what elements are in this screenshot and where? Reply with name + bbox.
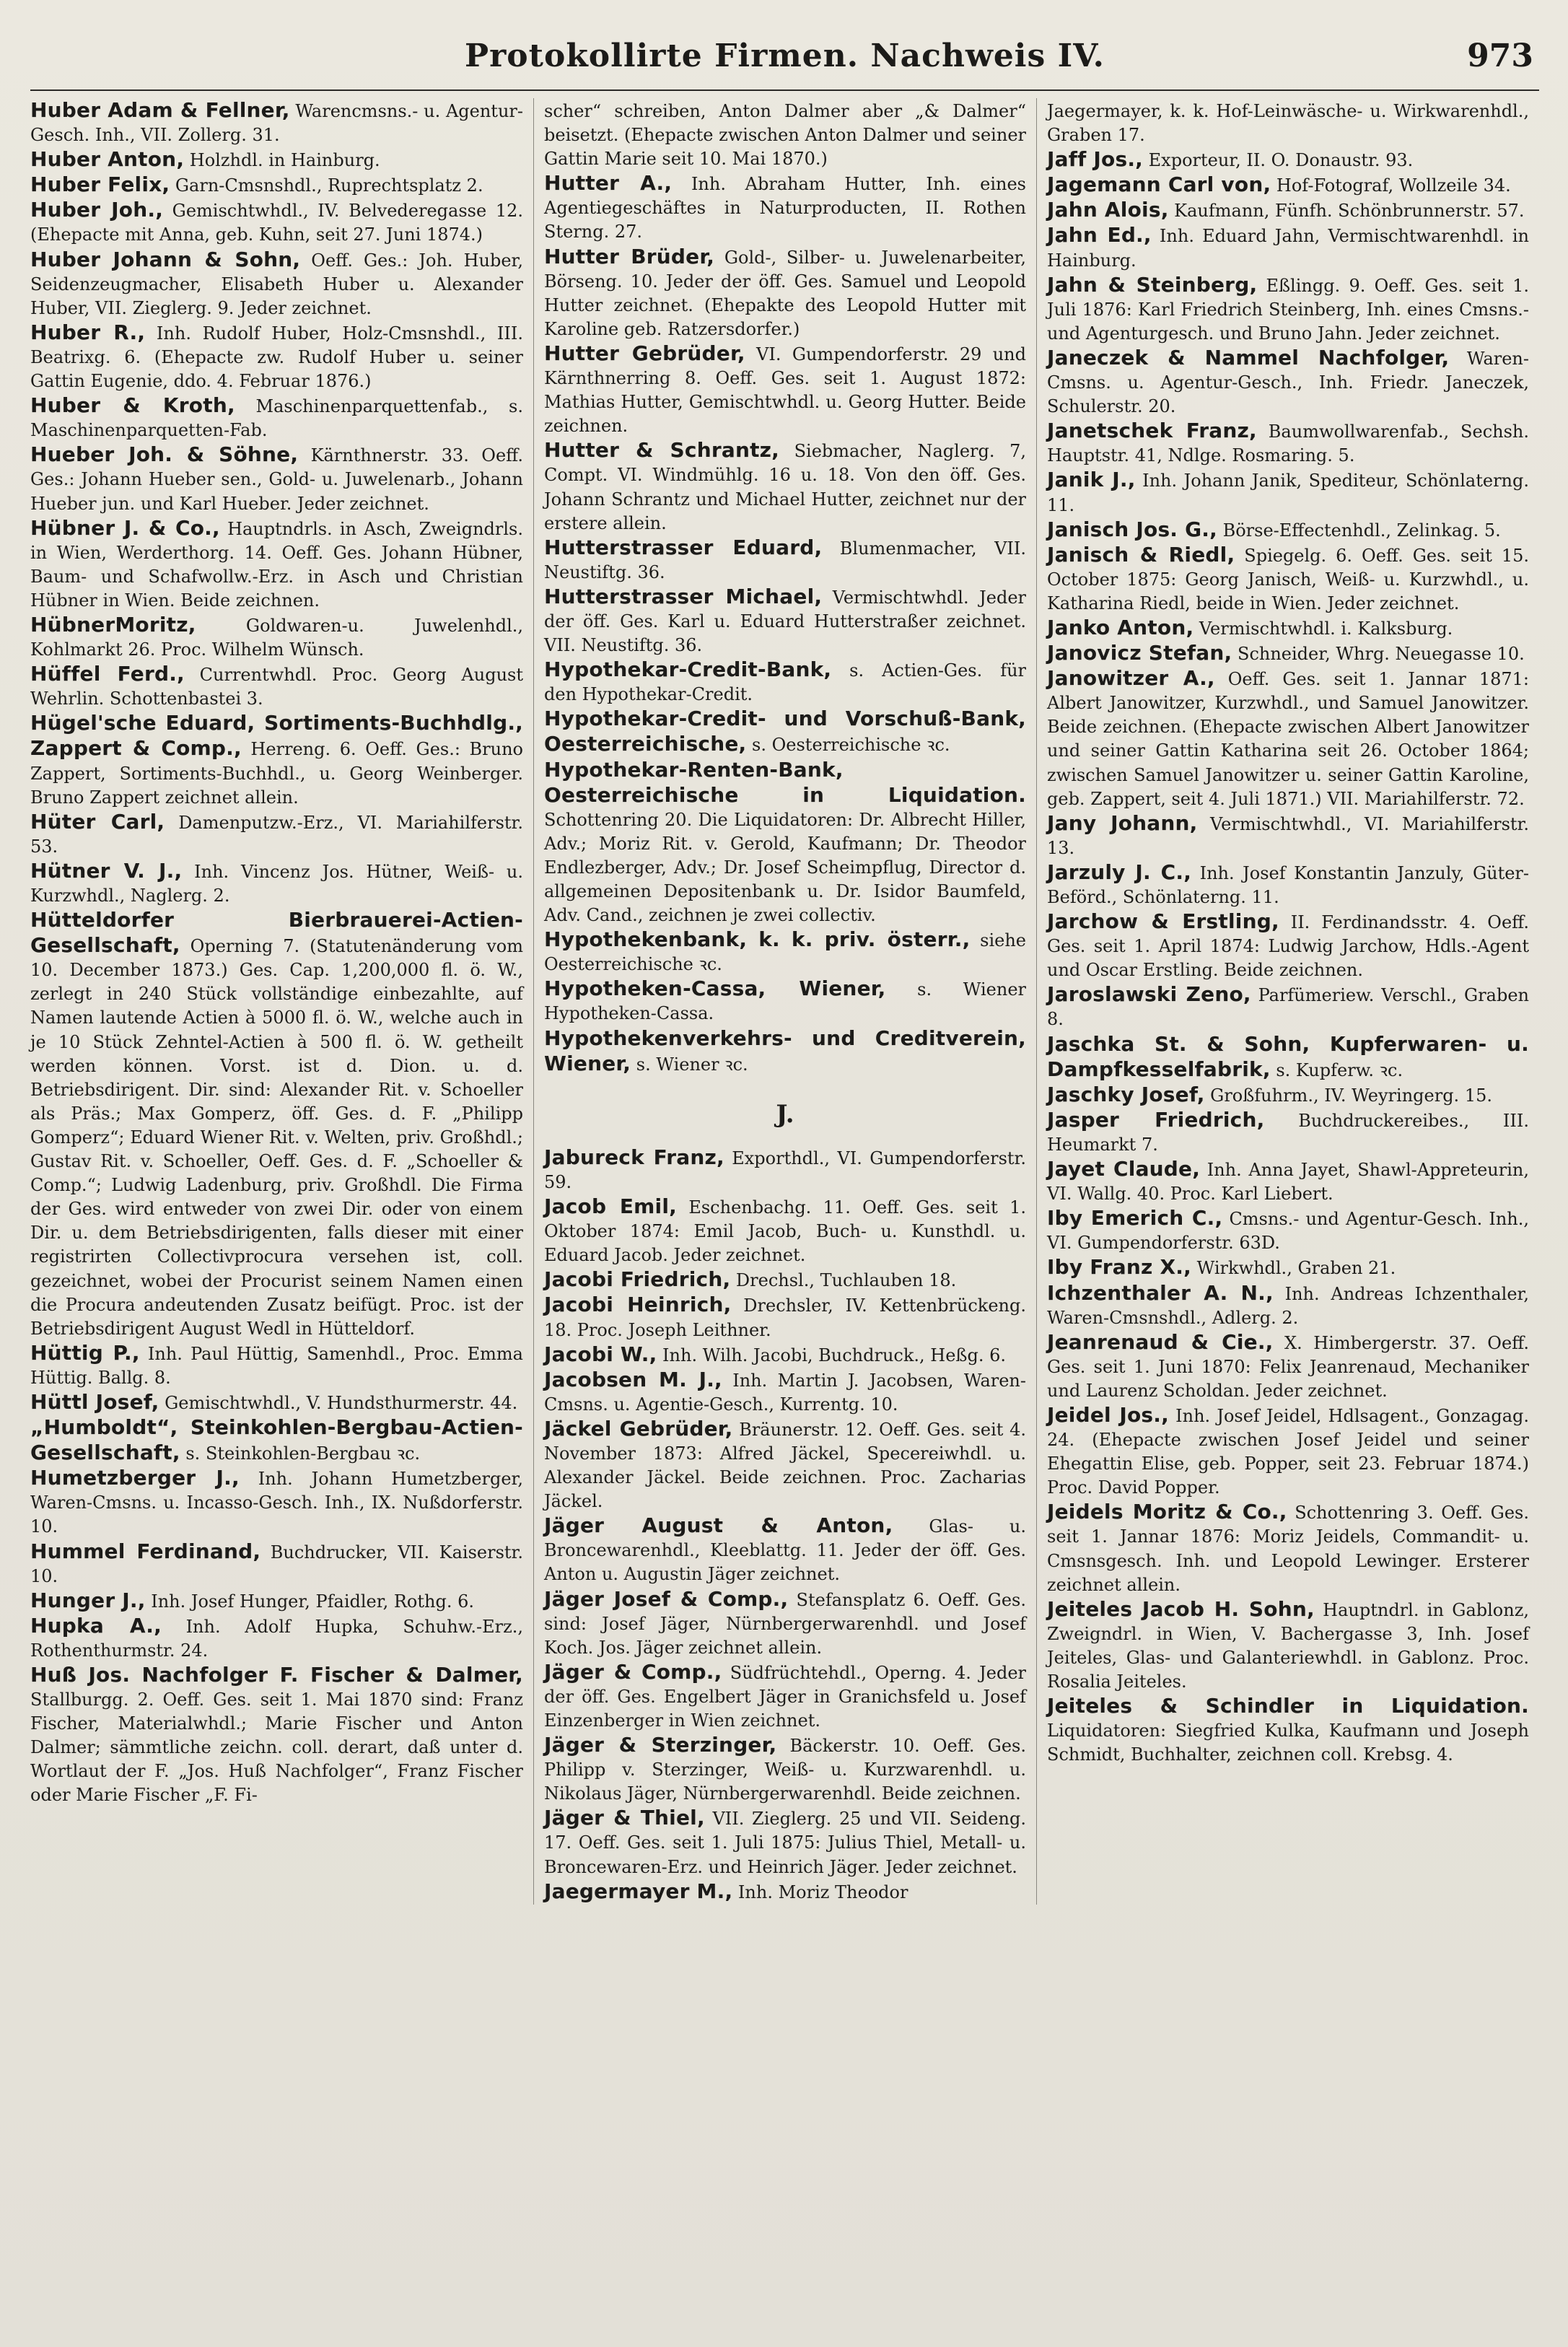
firm-entry [544, 1806, 1026, 1879]
firm-name: Hunger J., [30, 1588, 146, 1612]
firm-details: Inh. Josef Hunger, Pfaidler, Rothg. 6. [145, 1591, 474, 1612]
firm-entry [544, 1879, 1026, 1905]
firm-name: Janovicz Stefan, [1047, 641, 1232, 665]
firm-name: Iby Franz X., [1047, 1255, 1191, 1280]
firm-name: Huber Joh., [30, 198, 164, 222]
firm-name: Janko Anton, [1047, 615, 1194, 639]
firm-entry [1047, 1255, 1529, 1280]
firm-name: Jeanrenaud & Cie., [1047, 1329, 1274, 1354]
firm-entry [1047, 198, 1529, 223]
firm-name: Ichzenthaler A. N., [1047, 1280, 1274, 1305]
firm-details: Gemischtwhdl., V. Hundsthurmerstr. 44. [159, 1392, 518, 1413]
firm-details: siehe Oesterreichische ꝛc. [544, 930, 1026, 975]
firm-name: Jacobi Friedrich, [544, 1267, 731, 1292]
firm-name: „Humboldt“, Steinkohlen-Bergbau-Actien-Gesellschaft, [30, 1415, 523, 1465]
firm-details: Vermischtwhdl., VI. Mariahilferstr. 13. [1047, 813, 1529, 858]
firm-name: Jagemann Carl von, [1047, 172, 1271, 197]
firm-details: Cmsns.- und Agentur-Gesch. Inh., VI. Gumpendorferstr. 63D. [1047, 1209, 1530, 1254]
firm-name: Iby Emerich C., [1047, 1206, 1223, 1231]
firm-name: Jeiteles Jacob H. Sohn, [1047, 1596, 1315, 1621]
firm-entry [30, 1588, 523, 1614]
firm-details: Inh. Josef Jeidel, Hdlsagent., Gonzagag. 24. (Ehepacte zwischen Josef Jeidel und seiner Ehegattin Elise, geb. Popper, seit 23. Februar 1874.) Proc. David Popper. [1047, 1405, 1529, 1498]
firm-details: Inh. Andreas Ichzenthaler, Waren-Cmsnshdl., Adlerg. 2. [1047, 1283, 1529, 1328]
firm-details: Currentwhdl. Proc. Georg August Wehrlin. Schottenbastei 3. [30, 665, 524, 709]
firm-details: Hauptndrls. in Asch, Zweigndrls. in Wien, Werderthorg. 14. Oeff. Ges. Johann Hübner, Baum- und Schafwollw.-Erz. in Asch und Christian Hübner in Wien. Beide zeichnen. [30, 518, 523, 611]
firm-entry [544, 758, 1026, 928]
firm-name: Jeiteles & Schindler in Liquidation. [1047, 1694, 1529, 1718]
firm-entry [30, 1341, 523, 1390]
firm-entry [544, 98, 1026, 171]
firm-entry [30, 248, 523, 320]
firm-details: Buchdruckereibes., III. Heumarkt 7. [1047, 1110, 1529, 1155]
firm-name: Jäger & Comp., [544, 1659, 722, 1684]
firm-entry [544, 927, 1026, 976]
firm-details: Inh. Wilh. Jacobi, Buchdruck., Heßg. 6. [657, 1345, 1006, 1365]
firm-name: Hupka A., [30, 1613, 162, 1638]
firm-name: Hübner J. & Co., [30, 515, 220, 540]
firm-name: Janetschek Franz, [1047, 419, 1257, 443]
firm-name: Hypothekar-Renten-Bank, Oesterreichische in Liquidation. [544, 757, 1026, 807]
firm-name: Hüffel Ferd., [30, 662, 185, 686]
firm-name: Jäger & Sterzinger, [544, 1733, 777, 1757]
firm-name: Hummel Ferdinand, [30, 1539, 261, 1563]
firm-details: Schottenring 3. Oeff. Ges. seit 1. Jannar 1876: Moriz Jeidels, Commandit- u. Cmsnsgesch. Inh. und Leopold Lewinger. Ersterer zeichnet allein. [1047, 1503, 1529, 1595]
firm-entry [30, 1415, 523, 1466]
firm-details: Blumenmacher, VII. Neustiftg. 36. [544, 538, 1026, 582]
firm-name: Hutter Gebrüder, [544, 341, 745, 365]
firm-name: Hütner V. J., [30, 858, 183, 883]
firm-entry [544, 438, 1026, 535]
firm-details: s. Actien-Ges. für den Hypothekar-Credit. [544, 660, 1026, 705]
firm-entry [1047, 811, 1529, 860]
firm-entry [30, 442, 523, 515]
firm-details: Maschinenparquettenfab., s. Maschinenparquetten-Fab. [30, 396, 523, 441]
firm-entry [30, 613, 523, 662]
firm-details: Stefansplatz 6. Oeff. Ges. sind: Josef Jäger, Nürnbergerwarenhdl. und Josef Koch. Jos. Jäger zeichnet allein. [544, 1589, 1027, 1658]
firm-details: Gemischtwhdl., IV. Belvederegasse 12. (Ehepacte mit Anna, geb. Kuhn, seit 27. Juni 1874.) [30, 201, 523, 245]
firm-entry [1047, 543, 1529, 616]
firm-entry [30, 662, 523, 711]
firm-name: Hutterstrasser Michael, [544, 584, 823, 608]
firm-name: Jarzuly J. C., [1047, 860, 1192, 884]
firm-details: Goldwaren-u. Juwelenhdl., Kohlmarkt 26. Proc. Wilhelm Wünsch. [30, 615, 523, 660]
firm-details: Glas- u. Broncewarenhdl., Kleeblattg. 11. Jeder der öff. Ges. Anton u. Augustin Jäger zeichnet. [544, 1516, 1026, 1585]
firm-name: Jaschky Josef, [1047, 1082, 1205, 1106]
firm-name: Huber & Kroth, [30, 393, 235, 418]
firm-name: Hügel'sche Eduard, Sortiments-Buchhdlg., Zappert & Comp., [30, 711, 523, 761]
firm-entry [544, 1267, 1026, 1293]
firm-entry [30, 172, 523, 198]
firm-name: Jaff Jos., [1047, 147, 1144, 172]
firm-entry [544, 341, 1026, 438]
firm-details: s. Wiener Hypotheken-Cassa. [544, 979, 1027, 1024]
firm-entry [1047, 273, 1529, 346]
firm-details: VII. Zieglerg. 25 und VII. Seideng. 17. Oeff. Ges. seit 1. Juli 1875: Julius Thiel, Metall- u. Broncewaren-Erz. und Heinrich Jäger. Jeder zeichnet. [544, 1809, 1027, 1877]
firm-entry [1047, 982, 1529, 1031]
firm-name: Hypothekar-Credit- und Vorschuß-Bank, Oesterreichische, [544, 707, 1026, 756]
firm-name: Jaroslawski Zeno, [1047, 982, 1251, 1007]
firm-entry [544, 1194, 1026, 1267]
firm-entry [544, 1587, 1026, 1660]
firm-name: Jeidels Moritz & Co., [1047, 1500, 1287, 1524]
firm-name: Jahn Alois, [1047, 198, 1169, 222]
firm-details: Oeff. Ges.: Joh. Huber, Seidenzeugmacher, Elisabeth Huber u. Alexander Huber, VII. Zieglerg. 9. Jeder zeichnet. [30, 250, 523, 318]
firm-details: Inh. Josef Konstantin Janzuly, Güter-Beförd., Schönlaterng. 11. [1047, 862, 1529, 907]
firm-entry [30, 1539, 523, 1588]
firm-name: Janisch Jos. G., [1047, 517, 1217, 541]
firm-entry [1047, 860, 1529, 909]
firm-details: Bäckerstr. 10. Oeff. Ges. Philipp v. Sterzinger, Weiß- u. Kurzwarenhdl. u. Nikolaus Jäger, Nürnbergerwarenhdl. Beide zeichnen. [544, 1736, 1026, 1804]
firm-entry [1047, 517, 1529, 543]
firm-details: s. Oesterreichische ꝛc. [746, 735, 950, 756]
firm-entry [544, 1293, 1026, 1342]
firm-name: Humetzberger J., [30, 1466, 240, 1490]
firm-entry [30, 810, 523, 859]
firm-details: Operning 7. (Statutenänderung vom 10. December 1873.) Ges. Cap. 1,200,000 fl. ö. W., zerlegt in 240 Stück vollständige einbezahlte, auf Namen lautende Actien à 5000 fl. ö. W., welche auch in je 10 Stück Zehntel-Actien à 500 fl. ö. W. getheilt werden können. Vorst. ist d. Dion. u. d. Betriebsdirigent. Dir. sind: Alexander Rit. v. Schoeller als Präs.; Max Gomperz, öff. Ges. d. F. „Philipp Gomperz“; Eduard Wiener Rit. v. Welten, priv. Großhdl.; Gustav Rit. v. Schoeller, Oeff. Ges. d. F. „Schoeller & Comp.“; Ludwig Ladenburg, priv. Großhdl. Die Firma der Ges. wird entweder von zwei Dir. oder von einem Dir. u. dem Betriebsdirigenten, falls dieser mit einer registrirten Collectivprocura versehen ist, coll. gezeichnet, wobei der Procurist seinem Namen einen die Procura andeutenden Zusatz beifügt. Proc. ist der Betriebsdirigent August Wedl in Hütteldorf. [30, 936, 523, 1339]
firm-name: Jaegermayer M., [544, 1879, 733, 1903]
firm-name: Jasper Friedrich, [1047, 1107, 1265, 1132]
firm-entry [544, 585, 1026, 657]
firm-name: Jabureck Franz, [544, 1145, 724, 1169]
firm-entry [30, 516, 523, 613]
firm-entry [1047, 1206, 1529, 1255]
firm-entry [1047, 616, 1529, 641]
firm-details: Hauptndrl. in Gablonz, Zweigndrl. in Wien, V. Bachergasse 3, Inh. Josef Jeiteles, Glas- und Galanteriewhdl. in Gablonz. Proc. Rosalia Jeiteles. [1047, 1599, 1529, 1692]
firm-details: II. Ferdinandsstr. 4. Oeff. Ges. seit 1. April 1874: Ludwig Jarchow, Hdls.-Agent und Oscar Erstling. Beide zeichnen. [1047, 912, 1529, 981]
firm-name: Jahn Ed., [1047, 223, 1152, 248]
firm-name: Hutterstrasser Eduard, [544, 535, 823, 559]
firm-entry [1047, 223, 1529, 272]
firm-details: Schottenring 20. Die Liquidatoren: Dr. Albrecht Hiller, Adv.; Moriz Rit. v. Gerold, Kaufmann; Dr. Theodor Endlezberger, Adv.; Dr. Josef Scheimpflug, Director d. allgemeinen Depositenbank u. Dr. Isidor Baumfeld, Adv. Cand., zeichnen je zwei collectiv. [544, 809, 1026, 926]
firm-entry [544, 976, 1026, 1026]
firm-name: Hutter & Schrantz, [544, 438, 780, 463]
firm-name: Huß Jos. Nachfolger F. Fischer & Dalmer, [30, 1663, 523, 1687]
firm-entry [30, 393, 523, 442]
firm-entry [544, 657, 1026, 707]
firm-entry [30, 1390, 523, 1415]
firm-name: Jacobi W., [544, 1342, 657, 1366]
firm-entry [30, 1663, 523, 1808]
firm-name: Jäger & Thiel, [544, 1806, 705, 1830]
firm-details: Inh. Abraham Hutter, Inh. eines Agentiegeschäftes in Naturproducten, II. Rothen Sterng. 27. [544, 174, 1027, 242]
firm-details: Börse-Effectenhdl., Zelinkag. 5. [1217, 520, 1501, 541]
firm-details: scher“ schreiben, Anton Dalmer aber „& Dalmer“ beisetzt. (Ehepacte zwischen Anton Dalmer und seiner Gattin Marie seit 10. Mai 1870.) [544, 101, 1026, 170]
firm-details: Herreng. 6. Oeff. Ges.: Bruno Zappert, Sortiments-Buchhdl., u. Georg Weinberger. Bruno Zappert zeichnet allein. [30, 739, 523, 808]
firm-name: Jany Johann, [1047, 810, 1198, 835]
firm-entry [544, 171, 1026, 244]
firm-details: Inh. Moriz Theodor [732, 1881, 908, 1902]
firm-entry [1047, 1403, 1529, 1500]
firm-name: Jarchow & Erstling, [1047, 909, 1279, 934]
firm-entry [544, 1660, 1026, 1733]
firm-name: Jayet Claude, [1047, 1157, 1201, 1181]
firm-name: Huber Anton, [30, 147, 185, 172]
firm-name: Janisch & Riedl, [1047, 542, 1235, 567]
section-heading: J. [776, 1099, 794, 1129]
firm-name: Hueber Joh. & Söhne, [30, 442, 299, 467]
firm-entry [30, 147, 523, 172]
firm-details: Inh. Rudolf Huber, Holz-Cmsnshdl., III. Beatrixg. 6. (Ehepacte zw. Rudolf Huber u. seiner Gattin Eugenie, ddo. 4. Februar 1876.) [30, 323, 523, 392]
firm-entry [1047, 1108, 1529, 1157]
firm-name: Hutter Brüder, [544, 244, 715, 268]
firm-details: Baumwollwarenfab., Sechsh. Hauptstr. 41, Ndlge. Rosmaring. 5. [1047, 421, 1529, 466]
firm-entry [1047, 1597, 1529, 1694]
firm-details: Inh. Anna Jayet, Shawl-Appreteurin, VI. Wallg. 40. Proc. Karl Liebert. [1047, 1160, 1529, 1205]
running-title: Protokollirte Firmen. Nachweis IV. [465, 38, 1105, 74]
firm-details: Drechsl., Tuchlauben 18. [730, 1270, 957, 1291]
firm-details: Bräunerstr. 12. Oeff. Ges. seit 4. November 1873: Alfred Jäckel, Specereiwhdl. u. Alexander Jäckel. Beide zeichnen. Proc. Zacharias Jäckel. [544, 1419, 1026, 1512]
column-middle [533, 98, 1036, 1905]
firm-details: Südfrüchtehdl., Operng. 4. Jeder der öff. Ges. Engelbert Jäger in Granichsfeld u. Josef Einzenberger in Wien zeichnet. [544, 1662, 1026, 1731]
firm-name: Jäger August & Anton, [544, 1513, 893, 1538]
firm-details: Buchdrucker, VII. Kaiserstr. 10. [30, 1542, 524, 1586]
firm-name: Jäckel Gebrüder, [544, 1416, 733, 1441]
firm-details: Kärnthnerstr. 33. Oeff. Ges.: Johann Hueber sen., Gold- u. Juwelenarb., Johann Hueber jun. und Karl Hueber. Jeder zeichnet. [30, 445, 524, 514]
firm-details: s. Wiener ꝛc. [631, 1054, 748, 1075]
text-columns [30, 98, 1539, 1905]
firm-details: Inh. Johann Janik, Spediteur, Schönlaterng. 11. [1047, 471, 1529, 515]
firm-entry [1047, 419, 1529, 468]
firm-entry [30, 1614, 523, 1663]
firm-details: s. Steinkohlen-Bergbau ꝛc. [180, 1443, 421, 1464]
page-number: 973 [1467, 38, 1533, 74]
firm-entry [1047, 1083, 1529, 1108]
firm-details: s. Kupferw. ꝛc. [1270, 1059, 1403, 1080]
firm-entry [544, 1342, 1026, 1368]
firm-entry [30, 908, 523, 1341]
firm-entry [30, 198, 523, 247]
firm-name: Hütteldorfer Bierbrauerei-Actien-Gesellschaft, [30, 908, 523, 958]
firm-details: Drechsler, IV. Kettenbrückeng. 18. Proc. Joseph Leithner. [544, 1295, 1026, 1340]
firm-name: Hüttl Josef, [30, 1389, 159, 1414]
firm-details: Oeff. Ges. seit 1. Jannar 1871: Albert Janowitzer, Kurzwhdl., und Samuel Janowitzer. Beide zeichnen. (Ehepacte zwischen Albert Janowitzer und seiner Gattin Katharina seit 26. October 1864; zwischen Samuel Janowitzer u. seiner Gattin Karoline, geb. Zappert, seit 4. Juli 1871.) VII. Mariahilferstr. 72. [1047, 669, 1529, 809]
firm-entry [30, 859, 523, 908]
firm-entry [1047, 1694, 1529, 1767]
firm-name: Hypothekar-Credit-Bank, [544, 657, 832, 682]
firm-entry [544, 707, 1026, 757]
firm-details: X. Himbergerstr. 37. Oeff. Ges. seit 1. Juni 1870: Felix Jeanrenaud, Mechaniker und Laurenz Scholdan. Jeder zeichnet. [1047, 1332, 1530, 1401]
firm-entry [544, 245, 1026, 341]
firm-name: Hypotheken-Cassa, Wiener, [544, 976, 886, 1001]
firm-name: Huber Adam & Fellner, [30, 98, 290, 122]
firm-name: Huber R., [30, 320, 146, 344]
firm-details: Holzhdl. in Hainburg. [184, 150, 380, 171]
firm-entry [1047, 1330, 1529, 1403]
firm-name: Jacob Emil, [544, 1194, 677, 1219]
firm-entry [1047, 346, 1529, 419]
firm-name: Hüter Carl, [30, 809, 165, 834]
firm-entry [544, 1026, 1026, 1077]
firm-details: Jaegermayer, k. k. Hof-Leinwäsche- u. Wirkwarenhdl., Graben 17. [1047, 101, 1529, 146]
firm-name: Huber Felix, [30, 172, 170, 197]
firm-details: Garn-Cmsnshdl., Ruprechtsplatz 2. [170, 175, 483, 196]
firm-details: Siebmacher, Naglerg. 7, Compt. VI. Windmühlg. 16 u. 18. Von den öff. Ges. Johann Schrantz und Michael Hutter, zeichnet nur der erstere allein. [544, 441, 1026, 533]
firm-entry [1047, 666, 1529, 811]
firm-name: Janeczek & Nammel Nachfolger, [1047, 345, 1450, 370]
firm-details: Exporthdl., VI. Gumpendorferstr. 59. [544, 1148, 1026, 1192]
firm-details: Inh. Adolf Hupka, Schuhw.-Erz., Rothenthurmstr. 24. [30, 1616, 523, 1661]
firm-entry [1047, 1032, 1529, 1083]
firm-details: Großfuhrm., IV. Weyringerg. 15. [1204, 1085, 1492, 1106]
firm-details: Eßlingg. 9. Oeff. Ges. seit 1. Juli 1876: Karl Friedrich Steinberg, Inh. eines Cmsns.- und Agenturgesch. und Bruno Jahn. Jeder zeichnet. [1047, 275, 1529, 344]
firm-details: Liquidatoren: Siegfried Kulka, Kaufmann und Joseph Schmidt, Buchhalter, zeichnen coll. Krebsg. 4. [1047, 1721, 1529, 1765]
firm-details: Inh. Paul Hüttig, Samenhdl., Proc. Emma Hüttig. Ballg. 8. [30, 1343, 523, 1388]
firm-details: Gold-, Silber- u. Juwelenarbeiter, Börseng. 10. Jeder der öff. Ges. Samuel und Leopold Hutter zeichnet. (Ehepakte des Leopold Hutter mit Karoline geb. Ratzersdorfer.) [544, 247, 1026, 339]
firm-details: Stallburgg. 2. Oeff. Ges. seit 1. Mai 1870 sind: Franz Fischer, Materialwhdl.; Marie Fischer und Anton Dalmer; sämmtliche zeichn. coll. derart, daß unter d. Wortlaut der F. „Jos. Huß Nachfolger“, Franz Fischer oder Marie Fischer „F. Fi- [30, 1690, 523, 1806]
firm-details: Schneider, Whrg. Neuegasse 10. [1232, 644, 1525, 665]
firm-details: Wirkwhdl., Graben 21. [1191, 1258, 1396, 1279]
firm-details: VI. Gumpendorferstr. 29 und Kärnthnerring 8. Oeff. Ges. seit 1. August 1872: Mathias Hutter, Gemischtwhdl. u. Georg Hutter. Beide zeichnen. [544, 344, 1026, 437]
firm-name: HübnerMoritz, [30, 612, 196, 637]
firm-details: Exporteur, II. O. Donaustr. 93. [1143, 150, 1414, 171]
firm-name: Hypothekenbank, k. k. priv. österr., [544, 927, 971, 952]
firm-entry [544, 1368, 1026, 1417]
firm-name: Jaschka St. & Sohn, Kupferwaren- u. Dampfkesselfabrik, [1047, 1031, 1529, 1081]
firm-entry [30, 711, 523, 809]
column-left [30, 98, 533, 1905]
firm-entry [544, 1733, 1026, 1806]
firm-entry [1047, 1500, 1529, 1596]
firm-details: Damenputzw.-Erz., VI. Mariahilferstr. 53. [30, 812, 523, 857]
column-right [1036, 98, 1539, 1905]
page-header [30, 33, 1539, 91]
firm-entry [1047, 1281, 1529, 1330]
firm-name: Hüttig P., [30, 1340, 140, 1365]
firm-entry [1047, 641, 1529, 666]
firm-details: Inh. Vincenz Jos. Hütner, Weiß- u. Kurzwhdl., Naglerg. 2. [30, 861, 523, 906]
firm-entry [1047, 468, 1529, 517]
firm-entry [1047, 147, 1529, 172]
firm-entry [544, 536, 1026, 585]
firm-name: Huber Johann & Sohn, [30, 247, 301, 271]
firm-name: Hypothekenverkehrs- und Creditverein, Wiener, [544, 1026, 1026, 1075]
firm-name: Jahn & Steinberg, [1047, 272, 1258, 297]
firm-details: Inh. Johann Humetzberger, Waren-Cmsns. u. Incasso-Gesch. Inh., IX. Nußdorferstr. 10. [30, 1469, 523, 1537]
firm-details: Inh. Martin J. Jacobsen, Waren-Cmsns. u. Agentie-Gesch., Kurrentg. 10. [544, 1370, 1026, 1415]
firm-details: Inh. Eduard Jahn, Vermischtwarenhdl. in Hainburg. [1047, 226, 1529, 271]
firm-entry [30, 1466, 523, 1539]
firm-name: Hutter A., [544, 171, 673, 196]
firm-name: Janik J., [1047, 468, 1136, 492]
firm-name: Janowitzer A., [1047, 666, 1215, 691]
firm-details: Spiegelg. 6. Oeff. Ges. seit 15. October 1875: Georg Janisch, Weiß- u. Kurzwhdl., u. Katharina Riedl, beide in Wien. Jeder zeichnet. [1047, 545, 1529, 613]
firm-entry [1047, 172, 1529, 198]
firm-entry [1047, 1157, 1529, 1206]
firm-name: Jacobsen M. J., [544, 1367, 722, 1391]
firm-name: Jacobi Heinrich, [544, 1293, 732, 1317]
firm-details: Eschenbachg. 11. Oeff. Ges. seit 1. Oktober 1874: Emil Jacob, Buch- u. Kunsthdl. u. Eduard Jacob. Jeder zeichnet. [544, 1197, 1026, 1266]
firm-entry [1047, 909, 1529, 982]
firm-name: Jäger Josef & Comp., [544, 1586, 789, 1611]
firm-details: Kaufmann, Fünfh. Schönbrunnerstr. 57. [1168, 201, 1525, 222]
firm-details: Hof-Fotograf, Wollzeile 34. [1271, 175, 1511, 196]
firm-entry [1047, 98, 1529, 147]
firm-entry [544, 1513, 1026, 1586]
firm-details: Waren-Cmsns. u. Agentur-Gesch., Inh. Friedr. Janeczek, Schulerstr. 20. [1047, 348, 1529, 417]
firm-details: Vermischtwhdl. i. Kalksburg. [1193, 618, 1453, 639]
firm-entry [30, 320, 523, 393]
firm-entry [544, 1417, 1026, 1513]
firm-entry [544, 1145, 1026, 1194]
firm-details: Parfümeriew. Verschl., Graben 8. [1047, 985, 1529, 1030]
firm-entry [30, 98, 523, 147]
firm-name: Jeidel Jos., [1047, 1402, 1169, 1427]
firm-details: Vermischtwhdl. Jeder der öff. Ges. Karl u. Eduard Hutterstraßer zeichnet. VII. Neustiftg. 36. [544, 587, 1027, 656]
firm-details: Warencmsns.- u. Agentur-Gesch. Inh., VII. Zollerg. 31. [30, 101, 523, 146]
